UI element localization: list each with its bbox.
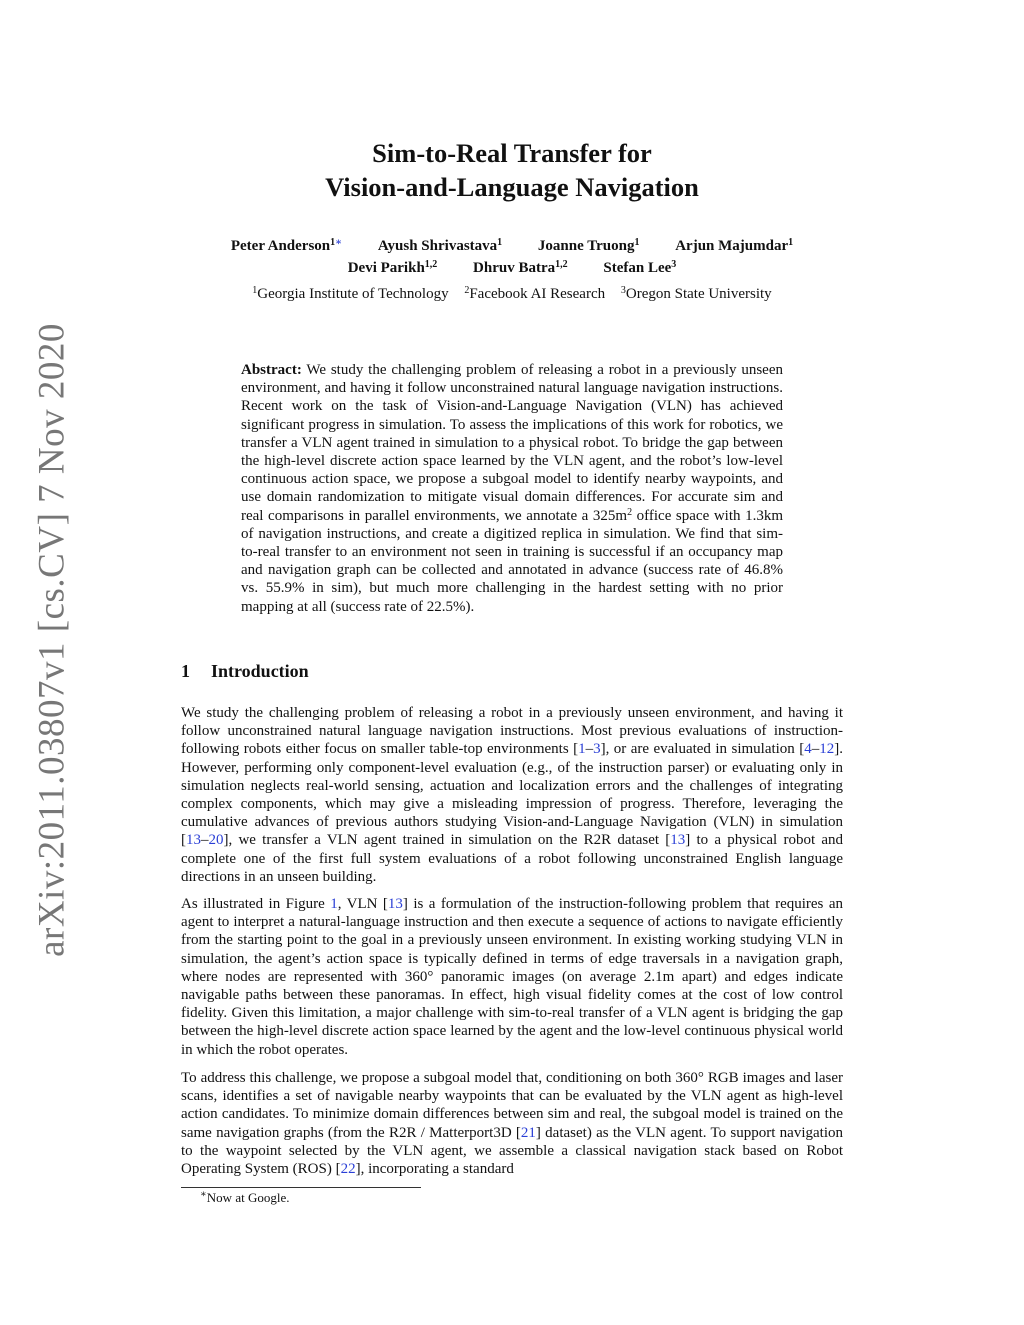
text: – <box>201 832 209 849</box>
author-name: Devi Parikh <box>347 260 425 276</box>
author <box>538 238 640 254</box>
figure-link[interactable]: 1 <box>330 896 338 912</box>
footnote <box>200 1190 289 1206</box>
author-name: Peter Anderson <box>230 238 331 254</box>
abstract-text-b: office space with 1.3km of navigation instructions, and create a digitized replica in simulation. We find that sim-to-real transfer to an environment not seen in training is successful if an occupancy map and navigation graph can be collected and annotated in advance (success rate of 46.8% vs. 55.9% in sim), but much more challenging in the hardest setting with no prior mapping at all (success rate of 22.5%). <box>241 507 783 615</box>
affiliation <box>464 286 605 302</box>
author-list <box>0 235 1024 279</box>
author-name: Joanne Truong <box>537 238 635 254</box>
citation-link[interactable]: 13 <box>186 832 201 849</box>
affil-name: Georgia Institute of Technology <box>257 286 449 302</box>
affil-name: Facebook AI Research <box>469 286 606 302</box>
author <box>473 260 568 276</box>
citation-link[interactable]: 13 <box>387 896 403 912</box>
text: ] dataset) as the VLN agent. To support navigation to the waypoint selected by the VLN agent, we assemble a classical navigation stack based on Robot Operating System (ROS) [ <box>181 1124 843 1178</box>
author <box>231 238 342 254</box>
paragraph-2 <box>181 895 843 1059</box>
text: To address this challenge, we propose a subgoal model that, conditioning on both 360° RGB images and laser scans, identifies a set of navigable nearby waypoints that can be evaluated by the VLN agent as high-level action candidates. To minimize domain differences between sim and real, the subgoal model is trained on the same navigation graphs (from the R2R / Matterport3D [ <box>181 1070 843 1141</box>
section-number: 1 <box>181 661 190 681</box>
author-affil-sup: 1 <box>497 237 503 248</box>
text: As illustrated in Figure <box>181 896 331 912</box>
author <box>348 260 438 276</box>
abstract-text-a: We study the challenging problem of releasing a robot in a previously unseen environment, and having it follow unconstrained natural language navigation instructions. Recent work on the task of Vision-and-Language Navigation (VLN) has achieved significant progress in simulation. To assess the implications of this work for robotics, we transfer a VLN agent trained in simulation to a physical robot. To bridge the gap between the high-level discrete action space learned by the VLN agent, and the robot’s low-level continuous action space, we propose a subgoal model to identify nearby waypoints, and use domain randomization to mitigate visual domain differences. For accurate sim and real comparisons in parallel environments, we annotate a 325m <box>241 362 783 524</box>
citation-link[interactable]: 4 <box>804 741 812 758</box>
citation-link[interactable]: 20 <box>208 832 224 849</box>
affil-sup: 2 <box>464 285 470 296</box>
affiliations <box>0 284 1024 304</box>
text: ], or are evaluated in simulation [ <box>600 741 805 758</box>
citation-link[interactable]: 1 <box>578 741 586 758</box>
author-affil-number: 1 <box>330 237 336 248</box>
citation-link[interactable]: 3 <box>593 741 601 758</box>
text: , VLN [ <box>337 896 388 912</box>
affiliation <box>252 286 448 302</box>
author <box>603 260 676 276</box>
citation-link[interactable]: 12 <box>819 741 835 758</box>
author-affil-sup: 3 <box>671 259 677 270</box>
footnote-rule <box>181 1187 421 1188</box>
text: ] to a physical robot and complete one of the first full system evaluations of a robot following unconstrained English language directions in an unseen building. <box>181 832 843 885</box>
citation-link[interactable]: 22 <box>340 1161 356 1178</box>
author <box>378 238 502 254</box>
affil-name: Oregon State University <box>625 286 772 302</box>
affil-sup: 3 <box>620 285 626 296</box>
citation-link[interactable]: 21 <box>520 1124 536 1141</box>
paper-title <box>0 136 1024 204</box>
author-affil-sup <box>330 237 342 248</box>
text: ]. However, performing only component-level evaluation (e.g., of the instruction parser) or evaluating only in simulation neglects real-world sensing, actuation and localization errors and the challenges of integrating complex components, which may give a misleading impression of progress. Therefore, leveraging the cumulative advances of previous authors studying Vision-and-Language Navigation (VLN) in simulation [ <box>181 741 843 849</box>
author-name: Arjun Majumdar <box>675 238 789 254</box>
paragraph-3 <box>181 1069 843 1178</box>
text: We study the challenging problem of releasing a robot in a previously unseen environment, and having it follow unconstrained natural language navigation instructions. Most previous evaluations of instruction-following robots either focus on smaller table-top environments [ <box>181 705 843 758</box>
text: ], incorporating a standard <box>355 1161 514 1178</box>
footnote-star-link[interactable]: ∗ <box>335 237 343 248</box>
author-name: Stefan Lee <box>603 260 672 276</box>
abstract <box>241 361 783 616</box>
title-line-1: Sim-to-Real Transfer for <box>372 138 652 168</box>
footnote-text: Now at Google. <box>206 1190 290 1205</box>
author-name: Dhruv Batra <box>473 260 556 276</box>
abstract-sup: 2 <box>627 506 633 518</box>
author-affil-sup: 1,2 <box>424 259 438 270</box>
text: – <box>585 741 594 758</box>
paragraph-1 <box>181 704 843 886</box>
section-title: Introduction <box>211 661 309 681</box>
author-name: Ayush Shrivastava <box>377 238 498 254</box>
author <box>675 238 793 254</box>
author-affil-sup: 1 <box>634 237 640 248</box>
author-row-1 <box>0 235 1024 257</box>
text: ] is a formulation of the instruction-following problem that requires an agent to interpret a natural-language instruction and then execute a sequence of actions to navigate efficiently from the starting point to the goal in a previously unseen environment. In existing working studying VLN in simulation, the agent’s action space is typically defined in terms of edge traversals in a navigation graph, where nodes are represented with 360° panoramic images (on average 2.1m apart) and edges indicate navigable paths between these panoramas. In effect, high visual fidelity comes at the cost of low control fidelity. Given this limitation, a major challenge with sim-to-real transfer of a VLN agent is bridging the gap between the high-level discrete action space learned by the agent and the low-level continuous physical world in which the robot operates. <box>181 896 843 1058</box>
text: – <box>811 741 820 758</box>
affil-sup: 1 <box>252 285 258 296</box>
footnote-mark: ∗ <box>200 1189 207 1200</box>
text: ], we transfer a VLN agent trained in simulation on the R2R dataset [ <box>223 832 671 849</box>
title-line-2: Vision-and-Language Navigation <box>325 172 699 202</box>
section-heading <box>181 661 309 682</box>
affiliation <box>621 286 772 302</box>
citation-link[interactable]: 13 <box>670 832 686 849</box>
abstract-label: Abstract: <box>241 362 302 378</box>
author-affil-sup: 1,2 <box>555 259 568 270</box>
author-affil-sup: 1 <box>788 237 794 248</box>
arxiv-stamp: arXiv:2011.03807v1 [cs.CV] 7 Nov 2020 <box>31 323 73 957</box>
author-row-2 <box>0 257 1024 279</box>
